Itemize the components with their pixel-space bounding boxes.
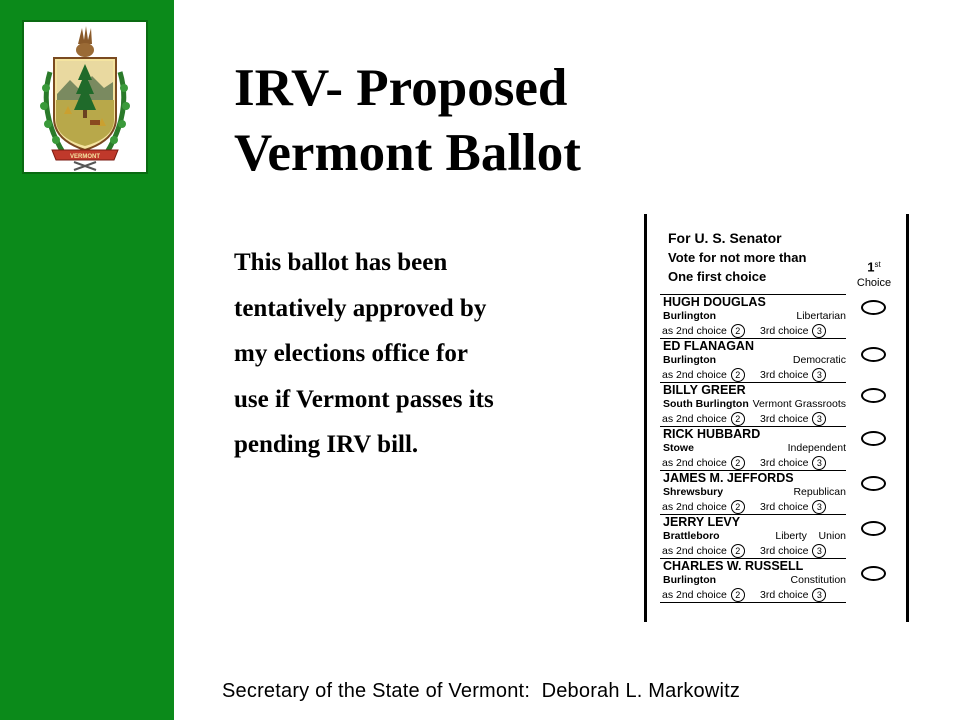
third-choice-option[interactable]: 3rd choice 3 [760,588,826,602]
candidate-town: Stowe [663,442,694,454]
candidate-party: Democratic [792,354,846,366]
candidate-party: Liberty Union [775,530,846,542]
second-choice-option[interactable]: as 2nd choice 2 [662,412,745,426]
circled-3-icon: 3 [812,456,826,470]
circled-2-icon: 2 [731,588,745,602]
first-choice-bubble[interactable] [861,476,886,491]
choice-number: 1 [867,259,875,275]
candidate-name: RICK HUBBARD [663,427,761,441]
ballot-instruction: One first choice [668,269,767,284]
second-choice-option[interactable]: as 2nd choice 2 [662,324,745,338]
ballot-right-border [906,214,909,622]
first-choice-bubble[interactable] [861,431,886,446]
second-choice-option[interactable]: as 2nd choice 2 [662,544,745,558]
first-choice-bubble[interactable] [861,566,886,581]
third-choice-option[interactable]: 3rd choice 3 [760,368,826,382]
candidate-party: Independent [787,442,846,454]
candidate-name: ED FLANAGAN [663,339,754,353]
candidate-town: South Burlington [663,398,749,410]
circled-3-icon: 3 [812,588,826,602]
choice-suffix: st [874,260,881,269]
second-choice-option[interactable]: as 2nd choice 2 [662,588,745,602]
candidate-name: CHARLES W. RUSSELL [663,559,804,573]
svg-text:VERMONT: VERMONT [70,154,100,160]
circled-3-icon: 3 [812,412,826,426]
third-choice-option[interactable]: 3rd choice 3 [760,324,826,338]
candidate-row [660,470,846,515]
candidate-name: JERRY LEVY [663,515,741,529]
circled-2-icon: 2 [731,500,745,514]
ballot-bottom-rule [660,602,846,603]
first-choice-bubble[interactable] [861,521,886,536]
third-choice-option[interactable]: 3rd choice 3 [760,500,826,514]
slide-title [234,56,581,186]
first-choice-bubble[interactable] [861,388,886,403]
candidate-row [660,426,846,471]
body-line: my elections office for [234,340,468,367]
circled-2-icon: 2 [731,368,745,382]
second-choice-option[interactable]: as 2nd choice 2 [662,500,745,514]
circled-2-icon: 2 [731,456,745,470]
ballot-image [644,214,912,624]
ballot-left-border [644,214,647,622]
vermont-seal-icon [24,22,146,172]
body-paragraph [234,240,494,468]
candidate-town: Burlington [663,354,717,366]
ballot-office: For U. S. Senator [668,230,782,246]
candidate-town: Brattleboro [663,530,720,542]
candidate-town: Burlington [663,310,717,322]
candidate-name: JAMES M. JEFFORDS [663,471,794,485]
body-line: tentatively approved by [234,294,487,322]
candidate-row [660,514,846,559]
green-sidebar [0,0,174,720]
footer-credit: Secretary of the State of Vermont: Deborah L. Markowitz [222,680,741,702]
candidate-name: HUGH DOUGLAS [663,295,766,309]
body-line: This ballot has been [234,249,448,276]
candidate-row [660,294,846,339]
vermont-seal-logo [22,20,148,174]
second-choice-option[interactable]: as 2nd choice 2 [662,368,745,382]
title-line-2: Vermont Ballot [234,124,581,182]
circled-3-icon: 3 [812,500,826,514]
candidate-row [660,338,846,383]
second-choice-option[interactable]: as 2nd choice 2 [662,456,745,470]
candidate-row [660,558,846,603]
candidate-town: Shrewsbury [663,486,724,498]
candidate-party: Republican [793,486,846,498]
candidate-name: BILLY GREER [663,383,746,397]
candidate-party: Constitution [790,574,846,586]
body-line: pending IRV bill. [234,431,419,458]
candidate-party: Vermont Grassroots [752,398,846,410]
circled-2-icon: 2 [731,412,745,426]
circled-2-icon: 2 [731,544,745,558]
ballot-instruction: Vote for not more than [668,250,807,265]
choice-word: Choice [856,276,892,289]
third-choice-option[interactable]: 3rd choice 3 [760,456,826,470]
circled-3-icon: 3 [812,544,826,558]
circled-3-icon: 3 [812,368,826,382]
title-line-1: IRV- Proposed [234,59,568,117]
circled-2-icon: 2 [731,324,745,338]
third-choice-option[interactable]: 3rd choice 3 [760,412,826,426]
first-choice-header [856,258,892,290]
body-line: use if Vermont passes its [234,385,494,413]
first-choice-bubble[interactable] [861,347,886,362]
candidate-party: Libertarian [796,310,846,322]
circled-3-icon: 3 [812,324,826,338]
third-choice-option[interactable]: 3rd choice 3 [760,544,826,558]
candidate-town: Burlington [663,574,717,586]
candidate-row [660,382,846,427]
first-choice-bubble[interactable] [861,300,886,315]
